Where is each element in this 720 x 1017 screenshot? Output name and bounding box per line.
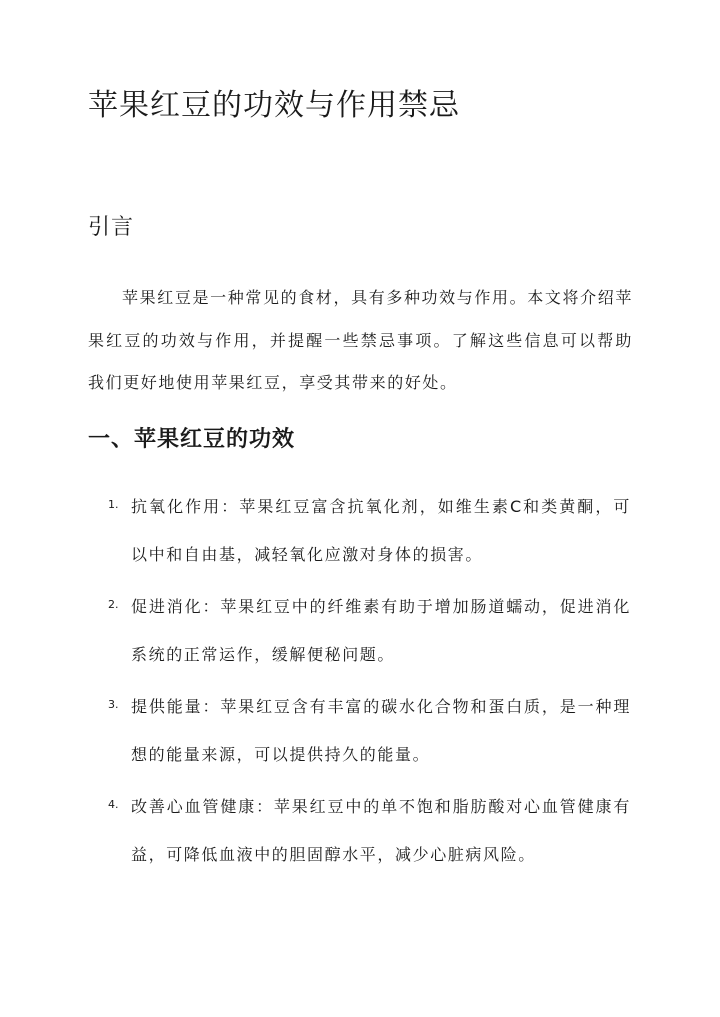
list-item	[88, 783, 633, 879]
list-item-text: 促进消化：苹果红豆中的纤维素有助于增加肠道蠕动，促进消化系统的正常运作，缓解便秘问题。	[131, 597, 631, 664]
section-1-heading: 一、苹果红豆的功效	[88, 427, 296, 452]
list-item-number: 4.	[108, 798, 119, 811]
list-item	[88, 583, 633, 679]
intro-paragraph: 苹果红豆是一种常见的食材，具有多种功效与作用。本文将介绍苹果红豆的功效与作用，并提醒一些禁忌事项。了解这些信息可以帮助我们更好地使用苹果红豆，享受其带来的好处。	[88, 288, 633, 392]
list-item-text: 改善心血管健康：苹果红豆中的单不饱和脂肪酸对心血管健康有益，可降低血液中的胆固醇水平，减少心脏病风险。	[131, 797, 631, 864]
intro-heading: 引言	[88, 215, 135, 240]
list-item-number: 1.	[108, 498, 119, 511]
document-title: 苹果红豆的功效与作用禁忌	[88, 88, 460, 123]
list-item	[88, 483, 633, 579]
list-item-text: 提供能量：苹果红豆含有丰富的碳水化合物和蛋白质，是一种理想的能量来源，可以提供持久的能量。	[131, 697, 631, 764]
list-item-text: 抗氧化作用：苹果红豆富含抗氧化剂，如维生素C和类黄酮，可以中和自由基，减轻氧化应激对身体的损害。	[131, 497, 631, 564]
list-item-number: 2.	[108, 598, 119, 611]
list-item-number: 3.	[108, 698, 119, 711]
list-item	[88, 683, 633, 779]
